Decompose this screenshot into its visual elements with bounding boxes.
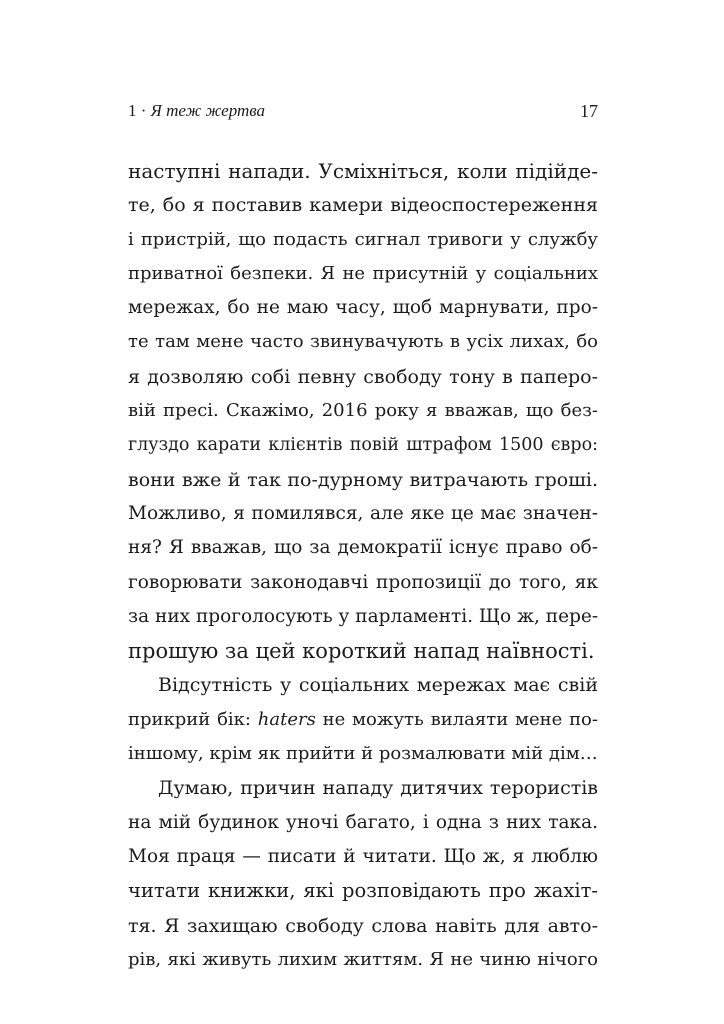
text-line: те, бо я поставив камери відеоспостереження [128, 194, 598, 217]
text-line: Думаю, причин нападу дитячих терористів [158, 777, 598, 800]
text-line [128, 703, 598, 737]
text-line: читати книжки, які розповідають про жахіт- [128, 879, 598, 903]
separator: · [140, 101, 147, 120]
text-line: глуздо карати клієнтів повій штрафом 1500 євро: [128, 435, 598, 456]
italic-term: haters [257, 708, 316, 730]
text-line: говорювати законодавчі пропозиції до того, як [128, 571, 598, 593]
text-line: вони вже й так по-дурному витрачають гроші. [128, 468, 598, 491]
chapter-number: 1 [128, 101, 137, 120]
text-line: я дозволяю собі певну свободу тону в паперо- [128, 365, 598, 388]
text-line: іншому, крім як прийти й розмалювати мій дім… [128, 743, 598, 765]
text-span: не можуть вилаяти мене по- [315, 708, 598, 730]
text-line: рів, які живуть лихим життям. Я не чиню нічого [128, 948, 598, 970]
text-line: ня? Я вважав, що за демократії існує право об- [128, 537, 598, 559]
text-line: Моя праця — писати й читати. Що ж, я люблю [128, 845, 598, 867]
page-number: 17 [580, 101, 598, 121]
text-line: Відсутність у соціальних мережах має свій [158, 674, 598, 697]
text-line: вій пресі. Скажімо, 2016 року я вважав, що без- [128, 400, 598, 422]
text-line: приватної безпеки. Я не присутній у соціальних [128, 262, 598, 284]
text-line: прошую за цей короткий напад наївності. [128, 639, 595, 664]
chapter-title: Я теж жертва [150, 101, 266, 120]
running-head-left [128, 101, 265, 121]
text-line: мережах, бо не маю часу, щоб марнувати, про- [128, 297, 598, 319]
text-line: те там мене часто звинувачують в усіх лихах, бо [128, 331, 598, 353]
text-line: за них проголосують у парламенті. Що ж, пере- [128, 605, 598, 627]
text-line: наступні напади. Усміхніться, коли підійде- [128, 159, 598, 183]
running-head [128, 101, 598, 125]
text-span: прикрий бік: [128, 708, 258, 730]
body-text [128, 154, 598, 977]
text-line: тя. Я захищаю свободу слова навіть для авто- [128, 914, 598, 937]
text-line: Можливо, я помилявся, але яке це має значен- [128, 502, 598, 524]
text-line: і пристрій, що подасть сигнал тривоги у службу [128, 228, 598, 250]
text-line: на мій будинок уночі багато, і одна з них така. [128, 811, 598, 833]
